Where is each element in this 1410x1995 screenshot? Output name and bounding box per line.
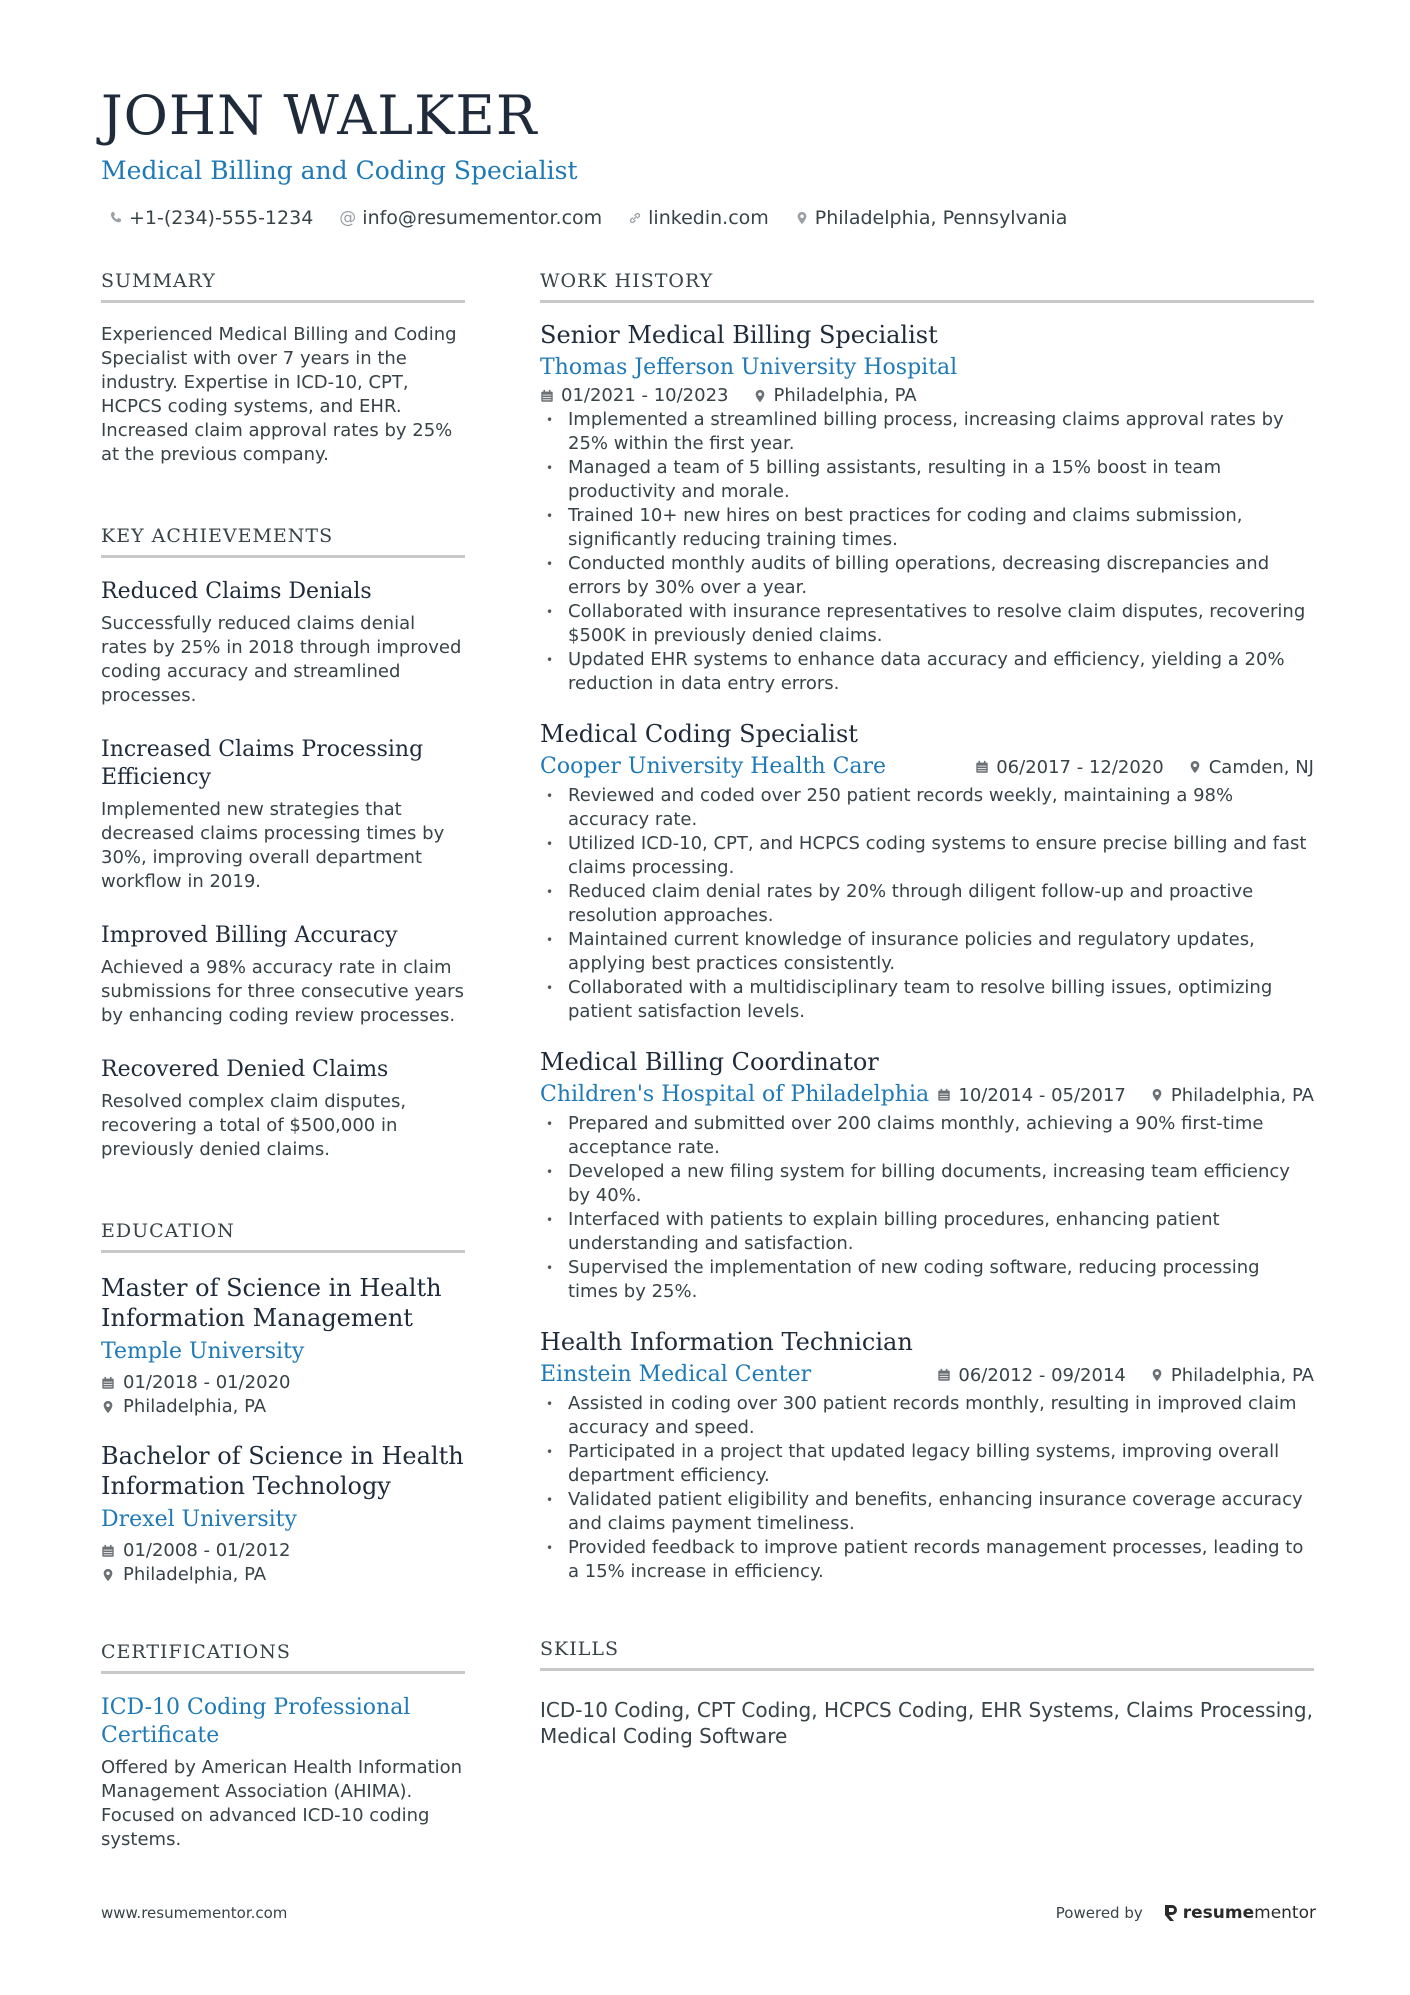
phone-icon [109, 210, 123, 226]
map-pin-icon [1150, 1087, 1164, 1103]
achievement-title: Recovered Denied Claims [101, 1057, 389, 1082]
certification-title: ICD-10 Coding Professional Certificate [101, 1695, 411, 1748]
resumementor-logo-icon [1163, 1903, 1179, 1923]
job-bullet: • Prepared and submitted over 200 claims monthly, achieving a 90% first-time acceptance rate. [540, 1112, 1314, 1160]
map-pin-icon [1150, 1367, 1164, 1383]
job-location-text: Philadelphia, PA [1170, 1364, 1314, 1386]
job-bullet: • Collaborated with a multidisciplinary team to resolve billing issues, optimizing patient satisfaction levels. [540, 976, 1314, 1024]
map-pin-icon [101, 1399, 115, 1415]
job-bullets [540, 784, 1314, 1024]
powered-by-label: Powered by [1055, 1904, 1143, 1922]
job-dates [937, 1085, 1126, 1106]
job-bullet: • Assisted in coding over 300 patient records monthly, resulting in improved claim accuracy and speed. [540, 1392, 1314, 1440]
achievement-item [101, 736, 465, 894]
job-title: Medical Billing Coordinator [540, 1048, 879, 1076]
brand-name-light: mentor [1254, 1903, 1316, 1923]
education-dates [101, 1539, 465, 1563]
contact-linkedin-text: linkedin.com [648, 207, 769, 229]
job-title: Health Information Technician [540, 1328, 913, 1356]
contact-phone-text: +1-(234)-555-1234 [129, 207, 314, 229]
contact-bar [109, 206, 1321, 230]
education-title: EDUCATION [101, 1218, 465, 1253]
certifications-title: CERTIFICATIONS [101, 1639, 465, 1674]
job-dates-text: 06/2012 - 09/2014 [958, 1364, 1126, 1386]
job-bullet: • Supervised the implementation of new coding software, reducing processing times by 25%. [540, 1256, 1314, 1304]
job-company: Children's Hospital of Philadelphia [540, 1082, 930, 1107]
job-company: Einstein Medical Center [540, 1362, 812, 1387]
job-bullet: • Trained 10+ new hires on best practices for coding and claims submission, significantly reducing training times. [540, 504, 1314, 552]
education-item [101, 1441, 465, 1587]
contact-location-text: Philadelphia, Pennsylvania [814, 207, 1068, 229]
education-location [101, 1563, 465, 1587]
contact-email[interactable] [339, 206, 602, 230]
footer-website[interactable]: www.resumementor.com [101, 1904, 288, 1922]
job-bullets [540, 1112, 1314, 1304]
achievement-title: Improved Billing Accuracy [101, 923, 398, 948]
job-dates [975, 757, 1164, 778]
job-meta [540, 385, 1314, 406]
education-degree: Bachelor of Science in Health Information Technology [101, 1442, 464, 1500]
job-bullet: • Reviewed and coded over 250 patient records weekly, maintaining a 98% accuracy rate. [540, 784, 1314, 832]
job-entry [540, 319, 1314, 696]
job-company: Thomas Jefferson University Hospital [540, 355, 958, 380]
job-entry [540, 1046, 1314, 1304]
job-dates-text: 06/2017 - 12/2020 [996, 756, 1164, 778]
contact-location [795, 206, 1068, 230]
right-column [540, 268, 1314, 1749]
education-location [101, 1395, 465, 1419]
job-meta [975, 757, 1314, 778]
job-dates-text: 01/2021 - 10/2023 [561, 385, 729, 406]
job-dates-text: 10/2014 - 05/2017 [958, 1084, 1126, 1106]
achievement-text: Implemented new strategies that decreased claims processing times by 30%, improving overall department workflow in 2019. [101, 799, 445, 892]
job-bullet: • Updated EHR systems to enhance data accuracy and efficiency, yielding a 20% reduction in data entry errors. [540, 648, 1314, 696]
job-location [1150, 1365, 1314, 1386]
job-bullet: • Conducted monthly audits of billing operations, decreasing discrepancies and errors by 30% over a year. [540, 552, 1314, 600]
job-location-text: Philadelphia, PA [773, 385, 917, 406]
education-dates-text: 01/2008 - 01/2012 [123, 1540, 291, 1561]
job-company-row [540, 1080, 1314, 1110]
education-item [101, 1273, 465, 1419]
job-bullet: • Participated in a project that updated legacy billing systems, improving overall department efficiency. [540, 1440, 1314, 1488]
job-location [1188, 757, 1314, 778]
job-bullet: • Reduced claim denial rates by 20% through diligent follow-up and proactive resolution approaches. [540, 880, 1314, 928]
summary-section [101, 268, 465, 467]
job-company-row [540, 353, 1314, 406]
achievement-text: Successfully reduced claims denial rates by 25% in 2018 through improved coding accuracy and streamlined processes. [101, 613, 462, 706]
job-entry [540, 1326, 1314, 1584]
achievements-title: KEY ACHIEVEMENTS [101, 523, 465, 558]
certification-text: Offered by American Health Information Management Association (AHIMA). Focused on advanced ICD-10 coding systems. [101, 1757, 463, 1850]
contact-linkedin[interactable] [628, 206, 769, 230]
work-history-title: WORK HISTORY [540, 268, 1314, 303]
brand-name-bold: resume [1182, 1903, 1255, 1923]
job-location-text: Philadelphia, PA [1170, 1084, 1314, 1106]
achievement-title: Reduced Claims Denials [101, 579, 372, 604]
education-dates [101, 1371, 465, 1395]
job-bullets [540, 1392, 1314, 1584]
at-icon: @ [339, 208, 357, 228]
achievement-text: Achieved a 98% accuracy rate in claim submissions for three consecutive years by enhancing coding review processes. [101, 957, 464, 1026]
achievement-item [101, 922, 465, 1028]
job-meta [937, 1085, 1314, 1106]
education-school: Temple University [101, 1339, 305, 1364]
job-location [753, 385, 917, 406]
job-bullet: • Provided feedback to improve patient records management processes, leading to a 15% increase in efficiency. [540, 1536, 1314, 1584]
job-company: Cooper University Health Care [540, 754, 887, 779]
calendar-icon [540, 388, 554, 404]
calendar-icon [937, 1367, 951, 1383]
page-footer [101, 1903, 1316, 1923]
calendar-icon [937, 1087, 951, 1103]
map-pin-icon [795, 210, 809, 226]
job-bullet: • Utilized ICD-10, CPT, and HCPCS coding systems to ensure precise billing and fast claims processing. [540, 832, 1314, 880]
education-school: Drexel University [101, 1507, 297, 1532]
job-bullet: • Collaborated with insurance representatives to resolve claim disputes, recovering $500K in previously denied claims. [540, 600, 1314, 648]
education-degree: Master of Science in Health Information Management [101, 1274, 442, 1332]
job-company-row [540, 1360, 1314, 1390]
job-title: Medical Coding Specialist [540, 720, 858, 748]
skills-text: ICD-10 Coding, CPT Coding, HCPCS Coding, EHR Systems, Claims Processing, Medical Coding Software [540, 1698, 1313, 1748]
education-location-text: Philadelphia, PA [123, 1396, 267, 1417]
education-dates-text: 01/2018 - 01/2020 [123, 1372, 291, 1393]
job-bullets [540, 408, 1314, 696]
candidate-headline: Medical Billing and Coding Specialist [101, 156, 578, 185]
achievement-item [101, 1056, 465, 1162]
powered-by [1056, 1903, 1316, 1923]
achievements-section [101, 523, 465, 1162]
candidate-name: JOHN WALKER [101, 84, 538, 147]
certifications-section [101, 1639, 465, 1852]
job-dates [937, 1365, 1126, 1386]
link-icon [628, 210, 642, 226]
achievement-item [101, 578, 465, 708]
education-section [101, 1218, 465, 1587]
calendar-icon [975, 759, 989, 775]
job-meta [937, 1365, 1314, 1386]
contact-email-text: info@resumementor.com [362, 207, 603, 229]
job-bullet: • Validated patient eligibility and benefits, enhancing insurance coverage accuracy and claims payment timeliness. [540, 1488, 1314, 1536]
job-bullet: • Implemented a streamlined billing process, increasing claims approval rates by 25% within the first year. [540, 408, 1314, 456]
map-pin-icon [1188, 759, 1202, 775]
job-location-text: Camden, NJ [1208, 756, 1314, 778]
job-bullet: • Maintained current knowledge of insurance policies and regulatory updates, applying best practices consistently. [540, 928, 1314, 976]
job-bullet: • Managed a team of 5 billing assistants, resulting in a 15% boost in team productivity and morale. [540, 456, 1314, 504]
job-bullet: • Developed a new filing system for billing documents, increasing team efficiency by 40%. [540, 1160, 1314, 1208]
map-pin-icon [101, 1567, 115, 1583]
left-column [101, 268, 465, 1852]
calendar-icon [101, 1543, 115, 1559]
job-title: Senior Medical Billing Specialist [540, 321, 938, 349]
calendar-icon [101, 1375, 115, 1391]
map-pin-icon [753, 388, 767, 404]
achievement-text: Resolved complex claim disputes, recovering a total of $500,000 in previously denied claims. [101, 1091, 407, 1160]
skills-section [540, 1636, 1314, 1749]
summary-text: Experienced Medical Billing and Coding Specialist with over 7 years in the industry. Expertise in ICD-10, CPT, HCPCS coding systems, and EHR. Increased claim approval rates by 25% at the previous company. [101, 324, 457, 465]
contact-phone[interactable] [109, 206, 313, 230]
job-company-row [540, 752, 1314, 782]
job-location [1150, 1085, 1314, 1106]
skills-title: SKILLS [540, 1636, 1314, 1671]
job-bullet: • Interfaced with patients to explain billing procedures, enhancing patient understanding and satisfaction. [540, 1208, 1314, 1256]
job-dates [540, 385, 729, 406]
resume-header [101, 80, 1321, 230]
brand-logo[interactable] [1163, 1903, 1316, 1923]
summary-title: SUMMARY [101, 268, 465, 303]
education-location-text: Philadelphia, PA [123, 1564, 267, 1585]
achievement-title: Increased Claims Processing Efficiency [101, 737, 424, 790]
job-entry [540, 718, 1314, 1024]
